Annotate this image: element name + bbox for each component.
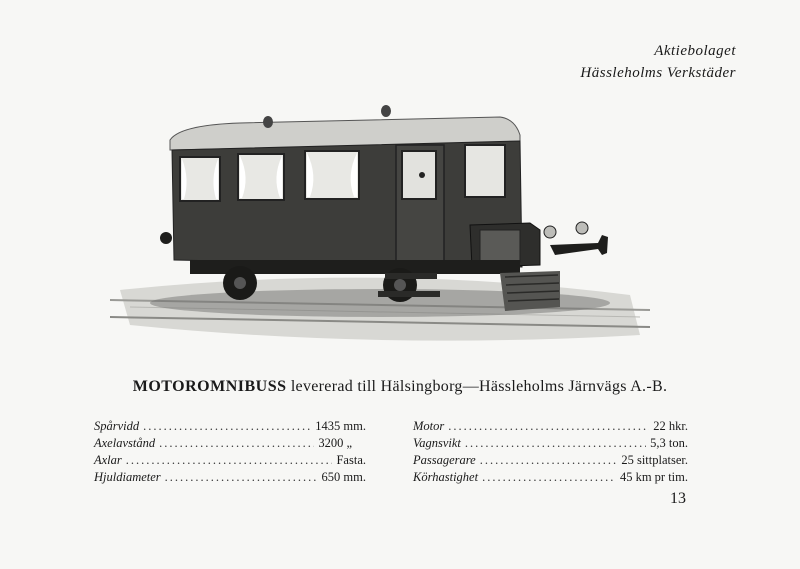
spec-value: 3200 „ bbox=[318, 436, 352, 450]
spec-label: Spårvidd bbox=[94, 419, 140, 433]
spec-value: 1435 mm. bbox=[315, 419, 366, 433]
spec-leader-dots bbox=[482, 469, 616, 486]
railbus-photo bbox=[110, 95, 650, 365]
spec-leader-dots bbox=[126, 452, 333, 469]
publisher-line-1: Aktiebolaget bbox=[654, 43, 736, 59]
spec-leader-dots bbox=[159, 435, 314, 452]
spec-list-right bbox=[413, 418, 688, 486]
spec-row bbox=[413, 452, 688, 469]
spec-leader-dots bbox=[143, 418, 311, 435]
spec-list-left bbox=[94, 418, 366, 486]
spec-row bbox=[94, 452, 366, 469]
spec-label: Hjuldiameter bbox=[94, 470, 161, 484]
spec-row bbox=[94, 435, 366, 452]
publisher-line-2: Hässleholms Verkstäder bbox=[580, 65, 736, 81]
spec-leader-dots bbox=[448, 418, 649, 435]
spec-value: 650 mm. bbox=[321, 470, 366, 484]
spec-row bbox=[94, 418, 366, 435]
spec-label: Körhastighet bbox=[413, 470, 479, 484]
spec-row bbox=[94, 469, 366, 486]
spec-label: Vagnsvikt bbox=[413, 436, 461, 450]
caption-lead: MOTOROMNIBUSS bbox=[132, 378, 287, 395]
spec-label: Passagerare bbox=[413, 453, 476, 467]
caption-rest: levererad till Hälsingborg—Hässleholms Järnvägs A.-B. bbox=[286, 378, 668, 395]
spec-leader-dots bbox=[465, 435, 646, 452]
spec-row bbox=[413, 435, 688, 452]
spec-row bbox=[413, 418, 688, 435]
spec-row bbox=[413, 469, 688, 486]
spec-value: 5,3 ton. bbox=[650, 436, 688, 450]
publisher-header bbox=[580, 40, 736, 84]
spec-leader-dots bbox=[165, 469, 318, 486]
spec-value: 25 sittplatser. bbox=[621, 453, 688, 467]
spec-label: Axelavstånd bbox=[94, 436, 156, 450]
spec-value: 45 km pr tim. bbox=[619, 470, 688, 484]
spec-value: Fasta. bbox=[336, 453, 366, 467]
page-number: 13 bbox=[670, 490, 686, 507]
spec-label: Motor bbox=[413, 419, 445, 433]
spec-value: 22 hkr. bbox=[653, 419, 688, 433]
spec-leader-dots bbox=[480, 452, 618, 469]
photo-caption bbox=[0, 378, 800, 396]
spec-label: Axlar bbox=[94, 453, 122, 467]
